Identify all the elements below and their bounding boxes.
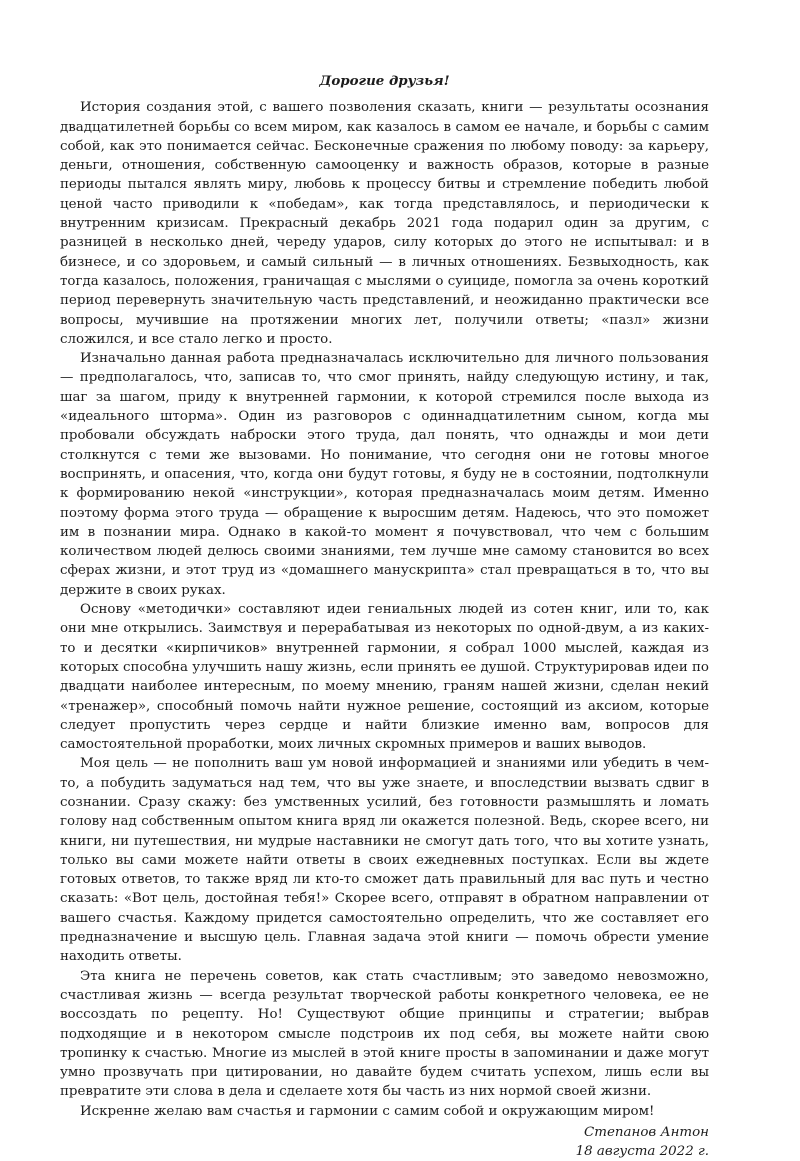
letter-page bbox=[60, 72, 709, 1161]
paragraph-6: Искренне желаю вам счастья и гармонии с самим собой и окружающим миром! bbox=[80, 1103, 655, 1119]
signature-author: Степанов Антон bbox=[584, 1125, 709, 1141]
paragraph-2: Изначально данная работа предназначалась исключительно для личного пользования — предполагалось, что, записав то, что смог принять, найду следующую истину, и так, шаг за шагом, приду к внутренней гармонии, к которой стремился после выхода из «идеального шторма». Один из разговоров с одиннадцатилетним сыном, когда мы пробовали обсуждать наброски этого труда, дал понять, что однажды и мои дети столкнутся с теми же вызовами. Но понимание, что сегодня они не готовы многое воспринять, и опасения, что, когда они будут готовы, я буду не в состоянии, подтолкнули к формированию некой «инструкции», которая предназначалась моим детям. Именно поэтому форма этого труда — обращение к выросшим детям. Надеюсь, что это поможет им в познании мира. Однако в какой-то момент я почувствовал, что чем с большим количеством людей делюсь своими знаниями, тем лучше мне самому становится во всех сферах жизни, и этот труд из «домашнего манускрипта» стал превращаться в то, что вы держите в своих руках. bbox=[60, 351, 709, 598]
paragraph-1: История создания этой, с вашего позволения сказать, книги — результаты осознания двадцатилетней борьбы со всем миром, как казалось в самом ее начале, и борьбы с самим собой, как это понимается сейчас. Бесконечные сражения по любому поводу: за карьеру, деньги, отношения, собственную самооценку и важность образов, которые в разные периоды пытался являть миру, любовь к процессу битвы и стремление победить любой ценой часто приводили к «победам», как тогда представлялось, и периодически к внутренним кризисам. Прекрасный декабрь 2021 года подарил один за другим, с разницей в несколько дней, череду ударов, силу которых до этого не испытывал: и в бизнесе, и со здоровьем, и самый сильный — в личных отношениях. Безвыходность, как тогда казалось, положения, граничащая с мыслями о суициде, помогла за очень короткий период перевернуть значительную часть представлений, и неожиданно практически все вопросы, мучившие на протяжении многих лет, получили ответы; «пазл» жизни сложился, и все стало легко и просто. bbox=[60, 100, 709, 347]
paragraph-4: Моя цель — не пополнить ваш ум новой информацией и знаниями или убедить в чем-то, а побудить задуматься над тем, что вы уже знаете, и впоследствии вызвать сдвиг в сознании. Сразу скажу: без умственных усилий, без готовности размышлять и ломать голову над собственным опытом книга вряд ли окажется полезной. Ведь, скорее всего, ни книги, ни путешествия, ни мудрые наставники не смогут дать того, что вы хотите узнать, только вы сами можете найти ответы в своих ежедневных поступках. Если вы ждете готовых ответов, то также вряд ли кто-то сможет дать правильный для вас путь и честно сказать: «Вот цель, достойная тебя!» Скорее всего, отправят в обратном направлении от вашего счастья. Каждому придется самостоятельно определить, что же составляет его предназначение и высшую цель. Главная задача этой книги — помочь обрести умение находить ответы. bbox=[60, 756, 709, 965]
signature-date: 18 августа 2022 г. bbox=[575, 1144, 709, 1160]
signature-block bbox=[60, 1123, 709, 1161]
paragraph-3: Основу «методички» составляют идеи гениальных людей из сотен книг, или то, как они мне открылись. Заимствуя и перерабатывая из некоторых по одной-двум, а из каких-то и десятки «кирпичиков» внутренней гармонии, я собрал 1000 мыслей, каждая из которых способна улучшить нашу жизнь, если принять ее душой. Структурировав идеи по двадцати наиболее интересным, по моему мнению, граням нашей жизни, сделан некий «тренажер», способный помочь найти нужное решение, состоящий из аксиом, которые следует пропустить через сердце и найти близкие именно вам, вопросов для самостоятельной проработки, моих личных скромных примеров и ваших выводов. bbox=[60, 602, 709, 753]
paragraph-5: Эта книга не перечень советов, как стать счастливым; это заведомо невозможно, счастливая жизнь — всегда результат творческой работы конкретного человека, ее не воссоздать по рецепту. Но! Существуют общие принципы и стратегии; выбрав подходящие и в некотором смысле подстроив их под себя, вы можете найти свою тропинку к счастью. Многие из мыслей в этой книге просты в запоминании и даже могут умно прозвучать при цитировании, но давайте будем считать успехом, лишь если вы превратите эти слова в дела и сделаете хотя бы часть из них нормой своей жизни. bbox=[60, 968, 709, 1100]
letter-heading: Дорогие друзья! bbox=[319, 73, 450, 89]
